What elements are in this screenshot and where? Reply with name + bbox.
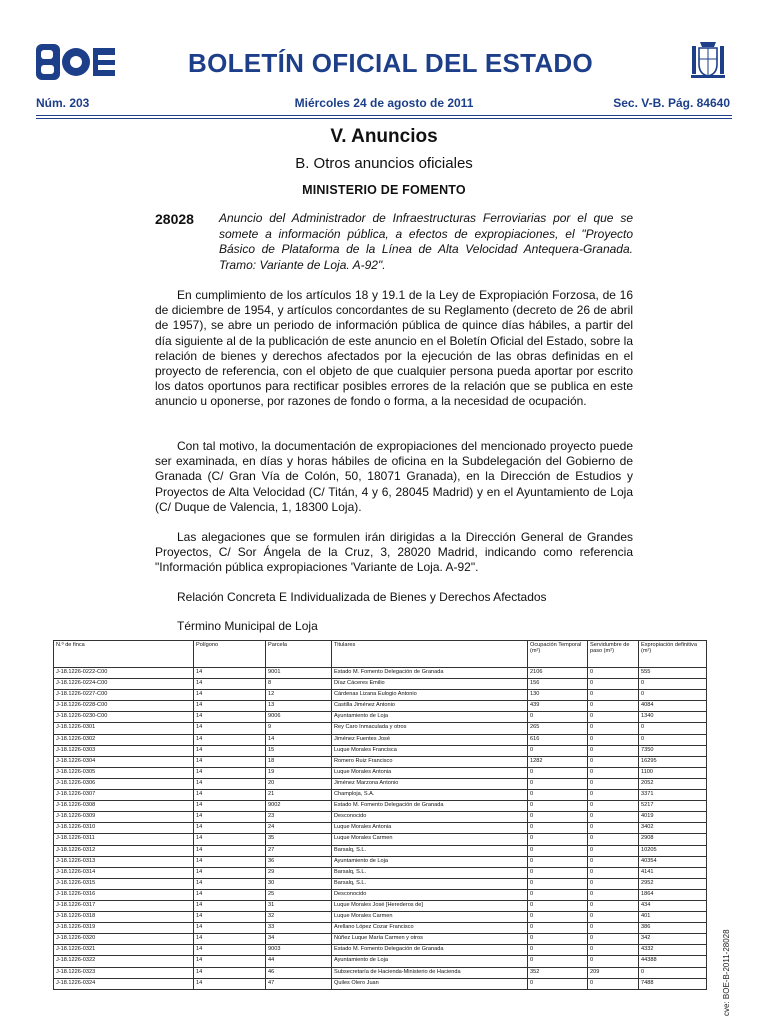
table-cell: 0 [528,745,588,756]
table-cell: 0 [528,867,588,878]
table-cell: 18 [266,756,332,767]
table-cell: Ayuntamiento de Loja [332,712,528,723]
table-cell: 40354 [639,856,707,867]
table-cell: 14 [194,934,266,945]
table-cell: 14 [194,756,266,767]
table-cell: 434 [639,900,707,911]
table-cell: Quiles Olero Juan [332,978,528,989]
table-cell: 14 [194,778,266,789]
table-cell: 14 [194,912,266,923]
table-cell: 0 [588,834,639,845]
table-cell: J-18.1226-0309 [54,812,194,823]
table-cell: 439 [528,701,588,712]
table-cell: Arellano López Cozar Francisco [332,923,528,934]
table-row [54,834,707,845]
table-cell: 0 [528,956,588,967]
announcement-number: 28028 [155,211,194,227]
table-cell: 0 [528,767,588,778]
table-cell: 14 [194,978,266,989]
table-cell: Romero Ruiz Francisco [332,756,528,767]
table-cell: J-18.1226-0311 [54,834,194,845]
masthead-title: BOLETÍN OFICIAL DEL ESTADO [188,48,594,78]
table-cell: 0 [588,945,639,956]
table-cell: 33 [266,923,332,934]
table-row [54,812,707,823]
table-body [54,668,707,990]
table-cell: J-18.1226-0314 [54,867,194,878]
expropriation-table [53,640,707,990]
table-row [54,712,707,723]
table-cell: 0 [588,790,639,801]
boe-logo-icon [36,44,116,80]
table-cell: Díaz Cáceres Emilio [332,679,528,690]
table-row [54,889,707,900]
table-cell: 0 [588,867,639,878]
table-cell: J-18.1226-0227-C00 [54,690,194,701]
header-cell: Ocupación Temporal (m²) [528,641,588,668]
table-row [54,934,707,945]
table-cell: 46 [266,967,332,978]
table-cell: 0 [588,845,639,856]
table-cell: 14 [194,712,266,723]
table-cell: J-18.1226-0303 [54,745,194,756]
table-cell: 0 [528,845,588,856]
table-cell: 2908 [639,834,707,845]
table-cell: J-18.1226-0230-C00 [54,712,194,723]
table-cell: 0 [588,745,639,756]
table-cell: 7350 [639,745,707,756]
table-cell: 36 [266,856,332,867]
table-row [54,912,707,923]
table-cell: 15 [266,745,332,756]
table-cell: J-18.1226-0224-C00 [54,679,194,690]
table-row [54,923,707,934]
table-cell: 13 [266,701,332,712]
table-cell: 25 [266,889,332,900]
ministry-heading: MINISTERIO DE FOMENTO [302,183,466,197]
table-cell: J-18.1226-0305 [54,767,194,778]
table-cell: 0 [528,923,588,934]
table-cell: J-18.1226-0321 [54,945,194,956]
table-cell: 0 [588,668,639,679]
table-cell: Desconocido [332,812,528,823]
table-cell: 0 [588,934,639,945]
table-cell: J-18.1226-0323 [54,967,194,978]
table-cell: Barsalq, S.L. [332,878,528,889]
table-cell: 14 [194,801,266,812]
table-cell: J-18.1226-0307 [54,790,194,801]
relation-label: Relación Concreta E Individualizada de Bienes y Derechos Afectados [177,590,547,604]
table-cell: Ayuntamiento de Loja [332,956,528,967]
issue-number: Núm. 203 [36,96,90,110]
table-cell: 0 [528,912,588,923]
header-cell: Servidumbre de paso (m²) [588,641,639,668]
table-cell: 5217 [639,801,707,812]
header-cell: Titulares [332,641,528,668]
table-cell: J-18.1226-0315 [54,878,194,889]
table-cell: 14 [194,701,266,712]
table-cell: 156 [528,679,588,690]
table-row [54,867,707,878]
table-cell: 0 [588,978,639,989]
table-row [54,823,707,834]
table-cell: Luque Morales Carmen [332,912,528,923]
table-cell: 14 [266,734,332,745]
municipality-label: Término Municipal de Loja [177,619,318,633]
table-cell: 8 [266,679,332,690]
table-cell: 0 [588,723,639,734]
table-cell: 3371 [639,790,707,801]
table-cell: 0 [528,801,588,812]
table-cell: 14 [194,812,266,823]
table-cell: J-18.1226-0322 [54,956,194,967]
cve-code: cve: BOE-B-2011-28028 [722,929,731,1016]
table-cell: 0 [588,767,639,778]
table-row [54,978,707,989]
body-paragraph: Las alegaciones que se formulen irán dirigidas a la Dirección General de Grandes Proyectos, C/ Sor Ángela de la Cruz, 3, 28020 Madrid, indicando como referencia "Información pública expropiaciones 'Variante de Loja. A-92". [155,530,633,575]
table-cell: 0 [588,923,639,934]
table-cell: 1282 [528,756,588,767]
table-cell: 130 [528,690,588,701]
table-cell: 14 [194,668,266,679]
table-row [54,767,707,778]
section-title: V. Anuncios [330,126,438,147]
table-cell: 0 [528,712,588,723]
table-cell: J-18.1226-0313 [54,856,194,867]
table-cell: 14 [194,878,266,889]
table-cell: 342 [639,934,707,945]
table-cell: 0 [639,734,707,745]
table-cell: 4019 [639,812,707,823]
table-cell: 616 [528,734,588,745]
table-cell: 27 [266,845,332,856]
table-cell: 14 [194,823,266,834]
table-cell: 9002 [266,801,332,812]
table-cell: 31 [266,900,332,911]
table-cell: 4084 [639,701,707,712]
body-paragraph: En cumplimiento de los artículos 18 y 19.1 de la Ley de Expropiación Forzosa, de 16 de diciembre de 1954, y artículos concordantes de su Reglamento (decreto de 26 de abril de 1957), se abre un periodo de información pública de quince días hábiles, a partir del día siguiente al de la publicación de este anuncio en el Boletín Oficial del Estado, sobre la relación de bienes y derechos afectados por la ejecución de las obras definidas en el proyecto de referencia, con el objeto de que cualquier persona pueda aportar por escrito los datos oportunos para rectificar posibles errores de la relación que se publica en este anuncio u oponerse, por razones de fondo o forma, a la necesidad de ocupación. [155,288,633,409]
table-row [54,723,707,734]
table-cell: J-18.1226-0304 [54,756,194,767]
table-cell: 0 [588,690,639,701]
table-row [54,778,707,789]
table-cell: Luque Morales José [Herederos de] [332,900,528,911]
table-cell: Núñez Luque María Carmen y otros [332,934,528,945]
table-cell: Subsecretaría de Hacienda-Ministerio de Hacienda [332,967,528,978]
table-row [54,690,707,701]
table-row [54,845,707,856]
table-cell: 3402 [639,823,707,834]
table-row [54,856,707,867]
table-cell: 20 [266,778,332,789]
table-cell: 0 [588,912,639,923]
table-cell: 0 [528,812,588,823]
table-cell: 47 [266,978,332,989]
table-row [54,801,707,812]
table-cell: 29 [266,867,332,878]
table-cell: 209 [588,967,639,978]
table-cell: 14 [194,745,266,756]
table-cell: 555 [639,668,707,679]
header-cell: Expropiación definitiva (m²) [639,641,707,668]
table-row [54,668,707,679]
table-row [54,679,707,690]
table-cell: 34 [266,934,332,945]
table-cell: 401 [639,912,707,923]
table-cell: 0 [588,679,639,690]
table-cell: 14 [194,734,266,745]
table-cell: J-18.1226-0324 [54,978,194,989]
table-cell: 0 [639,723,707,734]
table-cell: 0 [588,878,639,889]
table-cell: 21 [266,790,332,801]
table-cell: 0 [588,712,639,723]
table-cell: Luque Morales Francisca [332,745,528,756]
header-cell: N.º de finca [54,641,194,668]
table-cell: 0 [588,823,639,834]
table-row [54,967,707,978]
table-cell: 19 [266,767,332,778]
table-cell: 0 [528,900,588,911]
table-cell: 352 [528,967,588,978]
table-cell: 14 [194,889,266,900]
table-cell: 0 [588,889,639,900]
table-cell: 1864 [639,889,707,900]
table-cell: 14 [194,690,266,701]
table-cell: Estado M. Fomento Delegación de Granada [332,668,528,679]
table-row [54,701,707,712]
table-cell: 265 [528,723,588,734]
table-cell: 14 [194,679,266,690]
table-cell: 14 [194,956,266,967]
table-row [54,734,707,745]
table-cell: J-18.1226-0308 [54,801,194,812]
table-row [54,945,707,956]
table-cell: 7488 [639,978,707,989]
table-cell: 12 [266,690,332,701]
table-header-row [54,641,707,668]
table-cell: 9006 [266,712,332,723]
table-cell: Estado M. Fomento Delegación de Granada [332,945,528,956]
table-cell: J-18.1226-0318 [54,912,194,923]
table-cell: 0 [588,756,639,767]
table-cell: 1100 [639,767,707,778]
header-rule [36,115,732,116]
table-cell: 1340 [639,712,707,723]
table-cell: 0 [528,978,588,989]
header-cell: Polígono [194,641,266,668]
table-cell: Luque Morales Antonia [332,823,528,834]
table-cell: 0 [528,823,588,834]
table-cell: 14 [194,790,266,801]
table-cell: J-18.1226-0302 [54,734,194,745]
announcement-title: Anuncio del Administrador de Infraestructuras Ferroviarias por el que se somete a información pública, a efectos de expropiaciones, el "Proyecto Básico de Plataforma de la Línea de Alta Velocidad Antequera-Granada. Tramo: Variante de Loja. A-92". [219,211,633,272]
table-cell: Champloja, S.A. [332,790,528,801]
table-cell: 0 [588,900,639,911]
table-cell: 0 [528,945,588,956]
table-cell: 4141 [639,867,707,878]
table-cell: Luque Morales Antonia [332,767,528,778]
table-cell: J-18.1226-0301 [54,723,194,734]
table-cell: 2052 [639,778,707,789]
table-cell: 32 [266,912,332,923]
table-cell: 44388 [639,956,707,967]
table-cell: Ayuntamiento de Loja [332,856,528,867]
section-page: Sec. V-B. Pág. 84640 [613,96,730,110]
table-cell: Barsalq, S.L. [332,867,528,878]
table-cell: 4332 [639,945,707,956]
table-cell: Jiménez Fuentes José [332,734,528,745]
table-cell: J-18.1226-0222-C00 [54,668,194,679]
table-cell: 9003 [266,945,332,956]
header-rule-secondary [36,118,732,119]
table-cell: 0 [528,790,588,801]
table-cell: Cárdenas Lizana Eulogio Antonio [332,690,528,701]
table-cell: 14 [194,945,266,956]
table-cell: J-18.1226-0317 [54,900,194,911]
table-cell: 14 [194,923,266,934]
header-cell: Parcela [266,641,332,668]
table-cell: 0 [639,967,707,978]
table-cell: 14 [194,723,266,734]
table-cell: 9 [266,723,332,734]
table-cell: 14 [194,967,266,978]
table-cell: 14 [194,856,266,867]
table-cell: 23 [266,812,332,823]
table-cell: 0 [639,690,707,701]
table-cell: 44 [266,956,332,967]
table-cell: Luque Morales Carmen [332,834,528,845]
table-row [54,756,707,767]
table-cell: 16295 [639,756,707,767]
section-subtitle: B. Otros anuncios oficiales [295,155,473,172]
table-cell: 35 [266,834,332,845]
table-cell: 0 [588,956,639,967]
table-cell: 0 [528,889,588,900]
table-cell: 0 [588,778,639,789]
table-cell: 0 [588,701,639,712]
table-cell: J-18.1226-0320 [54,934,194,945]
table-cell: J-18.1226-0312 [54,845,194,856]
table-cell: J-18.1226-0228-C00 [54,701,194,712]
table-cell: J-18.1226-0319 [54,923,194,934]
table-cell: Estado M. Fomento Delegación de Granada [332,801,528,812]
table-cell: 0 [588,801,639,812]
table-cell: 30 [266,878,332,889]
table-row [54,790,707,801]
table-cell: 0 [588,812,639,823]
table-cell: 14 [194,900,266,911]
table-row [54,900,707,911]
table-row [54,878,707,889]
table-cell: 0 [639,679,707,690]
table-cell: 0 [528,778,588,789]
coat-of-arms-icon [688,38,728,80]
table-cell: 0 [528,856,588,867]
table-cell: 0 [528,834,588,845]
table-cell: 10205 [639,845,707,856]
table-cell: 14 [194,867,266,878]
issue-date: Miércoles 24 de agosto de 2011 [294,96,474,110]
table-cell: 14 [194,767,266,778]
table-cell: 24 [266,823,332,834]
table-cell: J-18.1226-0316 [54,889,194,900]
table-cell: 2952 [639,878,707,889]
table-cell: 0 [588,734,639,745]
table-cell: J-18.1226-0310 [54,823,194,834]
table-row [54,956,707,967]
table-row [54,745,707,756]
table-cell: Barsalq, S.L. [332,845,528,856]
table-cell: Castilla Jiménez Antonio [332,701,528,712]
table-cell: 2106 [528,668,588,679]
table-cell: 9001 [266,668,332,679]
table-cell: Rey Caro Inmaculada y otros [332,723,528,734]
body-paragraph: Con tal motivo, la documentación de expropiaciones del mencionado proyecto puede ser examinada, en días y horas hábiles de oficina en la Subdelegación del Gobierno de Granada (C/ Gran Vía de Colón, 50, 18071 Granada), en la Dirección de Estudios y Proyectos de Alta Velocidad (C/ Titán, 4 y 6, 28045 Madrid) y en el Ayuntamiento de Loja (C/ Duque de Valencia, 1, 18300 Loja). [155,439,633,514]
table-cell: 386 [639,923,707,934]
table-cell: 14 [194,834,266,845]
table-cell: 0 [528,878,588,889]
table-cell: 0 [588,856,639,867]
table-cell: Desconocido [332,889,528,900]
table-cell: J-18.1226-0306 [54,778,194,789]
table-cell: Jiménez Marzona Antonio [332,778,528,789]
table-cell: 14 [194,845,266,856]
table-cell: 0 [528,934,588,945]
